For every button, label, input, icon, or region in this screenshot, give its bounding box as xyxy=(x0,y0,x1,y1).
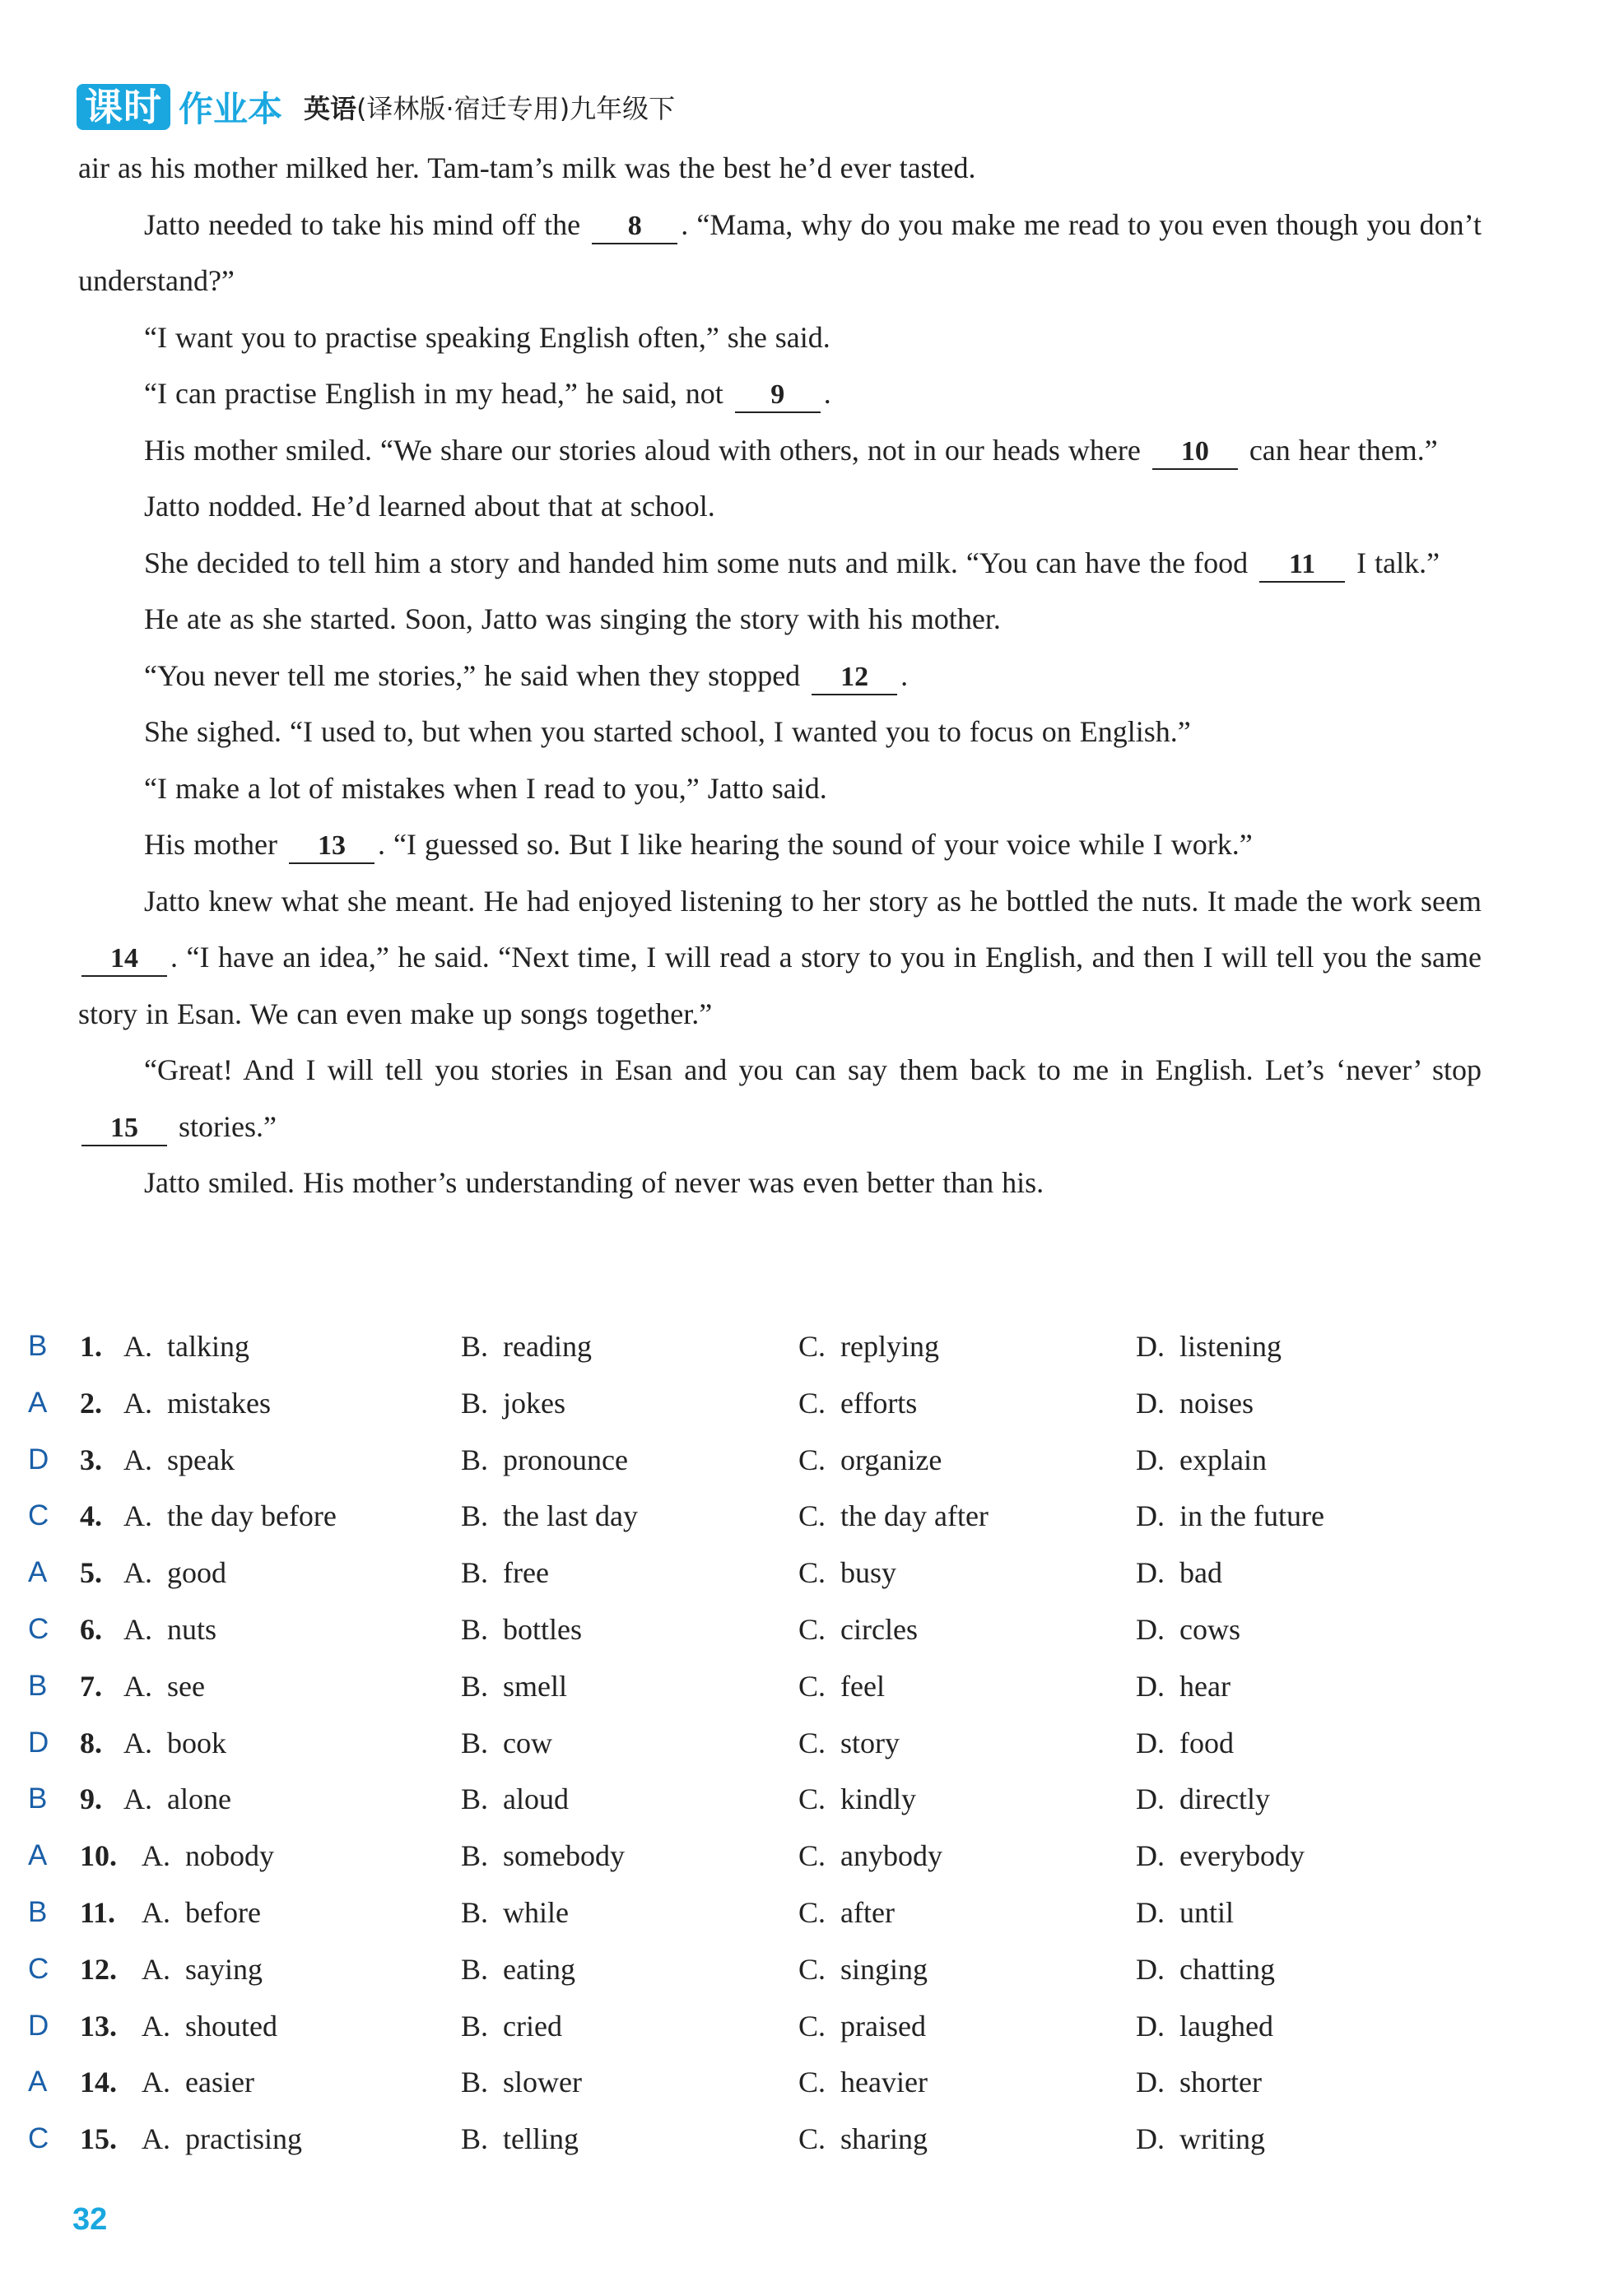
option-letter: C. xyxy=(798,2066,826,2099)
option-c[interactable] xyxy=(798,2054,928,2111)
option-text: telling xyxy=(503,2122,579,2156)
option-letter: D. xyxy=(1136,1669,1165,1703)
option-text: aloud xyxy=(503,1782,569,1816)
question-number: 9. xyxy=(80,1782,102,1816)
option-b[interactable] xyxy=(461,1432,628,1489)
option-letter: A. xyxy=(123,1443,152,1476)
paragraph xyxy=(78,873,1482,1043)
option-a[interactable] xyxy=(142,2054,254,2111)
option-text: book xyxy=(167,1726,226,1759)
option-a[interactable] xyxy=(123,1375,271,1432)
option-letter: D. xyxy=(1136,1839,1165,1873)
option-text: mistakes xyxy=(167,1386,271,1420)
answer-key: C xyxy=(28,1499,49,1532)
option-text: talking xyxy=(167,1330,249,1363)
option-letter: A. xyxy=(123,1612,152,1646)
page-number: 32 xyxy=(72,2202,108,2237)
option-letter: D. xyxy=(1136,1330,1165,1363)
option-letter: B. xyxy=(461,1669,489,1703)
option-letter: A. xyxy=(123,1726,152,1759)
paragraph xyxy=(78,309,1482,366)
question-number: 1. xyxy=(80,1330,102,1363)
option-d[interactable] xyxy=(1136,2111,1265,2168)
paragraph-text: “I want you to practise speaking English often,” she said. xyxy=(144,320,830,354)
paragraph-text: “I make a lot of mistakes when I read to you,” Jatto said. xyxy=(144,771,827,805)
option-letter: C. xyxy=(798,1839,826,1873)
option-letter: A. xyxy=(142,1839,170,1873)
option-b[interactable] xyxy=(461,1318,592,1375)
option-text: the day after xyxy=(840,1499,989,1533)
option-text: anybody xyxy=(840,1839,942,1873)
paragraph-text: Jatto nodded. He’d learned about that at school. xyxy=(144,490,715,523)
option-d[interactable] xyxy=(1136,1658,1230,1715)
option-a[interactable] xyxy=(123,1771,231,1828)
option-b[interactable] xyxy=(461,1998,562,2055)
option-text: shorter xyxy=(1179,2066,1262,2099)
question-number: 8. xyxy=(80,1726,102,1759)
option-text: circles xyxy=(840,1612,918,1646)
option-text: practising xyxy=(185,2122,302,2156)
option-text: efforts xyxy=(840,1386,918,1420)
option-text: bottles xyxy=(503,1612,583,1646)
option-text: cows xyxy=(1179,1612,1240,1646)
brand-name: 作业本 xyxy=(179,89,283,129)
question-row xyxy=(0,1488,1605,1545)
option-text: kindly xyxy=(840,1782,917,1816)
option-text: chatting xyxy=(1179,1952,1275,1986)
question-number: 2. xyxy=(80,1386,102,1420)
option-text: speak xyxy=(167,1443,235,1476)
option-text: organize xyxy=(840,1443,942,1476)
paragraph-text: . “I have an idea,” he said. “Next time, I will read a story to you in English, and then I will tell you the same story in Esan. We can even make up songs together.” xyxy=(78,941,1482,1030)
option-b[interactable] xyxy=(461,1715,552,1772)
answer-key: A xyxy=(28,1839,48,1872)
option-c[interactable] xyxy=(798,1318,939,1375)
option-text: food xyxy=(1179,1726,1234,1759)
option-text: bad xyxy=(1179,1556,1222,1590)
option-text: the last day xyxy=(503,1499,638,1533)
option-text: sharing xyxy=(840,2122,928,2156)
option-a[interactable] xyxy=(123,1318,249,1375)
option-text: directly xyxy=(1179,1782,1270,1816)
option-text: replying xyxy=(840,1330,939,1363)
option-text: slower xyxy=(503,2066,582,2099)
option-text: cow xyxy=(503,1726,552,1759)
option-letter: C. xyxy=(798,1443,826,1476)
option-text: the day before xyxy=(167,1499,337,1533)
option-b[interactable] xyxy=(461,1545,549,1601)
option-letter: C. xyxy=(798,1499,826,1533)
paragraph-text: She sighed. “I used to, but when you started school, I wanted you to focus on English.” xyxy=(144,715,1191,748)
question-row xyxy=(0,1375,1605,1432)
answer-key: D xyxy=(28,2009,49,2042)
option-d[interactable] xyxy=(1136,1715,1234,1772)
option-letter: C. xyxy=(798,1782,826,1816)
option-letter: A. xyxy=(123,1556,152,1590)
option-text: alone xyxy=(167,1782,231,1816)
option-text: shouted xyxy=(185,2009,277,2043)
option-letter: D. xyxy=(1136,2122,1165,2156)
blank-13[interactable]: 13 xyxy=(289,830,374,864)
blank-11[interactable]: 11 xyxy=(1259,548,1345,583)
option-letter: B. xyxy=(461,1556,489,1590)
option-text: noises xyxy=(1179,1386,1254,1420)
option-a[interactable] xyxy=(123,1432,235,1489)
option-c[interactable] xyxy=(798,1941,928,1998)
option-letter: C. xyxy=(798,2122,826,2156)
option-letter: D. xyxy=(1136,1612,1165,1646)
option-letter: D. xyxy=(1136,1499,1165,1533)
question-number: 14. xyxy=(80,2066,117,2099)
option-letter: A. xyxy=(123,1782,152,1816)
option-letter: D. xyxy=(1136,1726,1165,1759)
option-c[interactable] xyxy=(798,1432,942,1489)
question-row xyxy=(0,1771,1605,1828)
option-text: explain xyxy=(1179,1443,1267,1476)
option-text: jokes xyxy=(503,1386,566,1420)
option-letter: B. xyxy=(461,1782,489,1816)
option-d[interactable] xyxy=(1136,1998,1273,2055)
option-d[interactable] xyxy=(1136,1432,1267,1489)
paragraph xyxy=(78,140,1482,197)
option-letter: A. xyxy=(123,1386,152,1420)
paragraph-text: She decided to tell him a story and handed him some nuts and milk. “You can have the food xyxy=(144,546,1249,579)
option-letter: C. xyxy=(798,1895,826,1929)
paragraph-text: “I can practise English in my head,” he said, not xyxy=(144,377,723,410)
answer-key: A xyxy=(28,1386,48,1419)
option-text: good xyxy=(167,1556,226,1590)
option-a[interactable] xyxy=(142,2111,302,2168)
option-letter: C. xyxy=(798,1952,826,1986)
option-d[interactable] xyxy=(1136,2054,1262,2111)
option-text: writing xyxy=(1179,2122,1265,2156)
option-letter: D. xyxy=(1136,1895,1165,1929)
option-d[interactable] xyxy=(1136,1488,1324,1545)
question-number: 12. xyxy=(80,1952,117,1986)
option-a[interactable] xyxy=(123,1545,226,1601)
option-letter: B. xyxy=(461,1839,489,1873)
option-letter: B. xyxy=(461,1386,489,1420)
option-c[interactable] xyxy=(798,2111,928,2168)
option-d[interactable] xyxy=(1136,1828,1305,1885)
option-text: free xyxy=(503,1556,549,1590)
paragraph-text: stories.” xyxy=(179,1109,277,1143)
option-letter: D. xyxy=(1136,1952,1165,1986)
paragraph-text: . “I guessed so. But I like hearing the sound of your voice while I work.” xyxy=(377,828,1253,861)
option-letter: A. xyxy=(142,2066,170,2099)
question-row xyxy=(0,1601,1605,1658)
option-c[interactable] xyxy=(798,1658,885,1715)
option-letter: B. xyxy=(461,1952,489,1986)
option-c[interactable] xyxy=(798,1601,918,1658)
option-d[interactable] xyxy=(1136,1375,1254,1432)
option-text: easier xyxy=(185,2066,254,2099)
option-b[interactable] xyxy=(461,2054,582,2111)
paragraph-text: . “Mama, why do you make me read to you even though you don’t understand?” xyxy=(78,207,1482,297)
answer-key: C xyxy=(28,1612,49,1645)
option-letter: D. xyxy=(1136,1386,1165,1420)
option-letter: C. xyxy=(798,2009,826,2043)
paragraph xyxy=(78,704,1482,760)
option-letter: B. xyxy=(461,2066,489,2099)
answer-key: C xyxy=(28,2122,49,2155)
blank-14[interactable]: 14 xyxy=(81,942,167,977)
reading-passage xyxy=(78,140,1482,1211)
option-letter: A. xyxy=(142,2009,170,2043)
option-text: feel xyxy=(840,1669,885,1703)
option-b[interactable] xyxy=(461,1375,565,1432)
option-letter: D. xyxy=(1136,1443,1165,1476)
page-header xyxy=(77,78,675,136)
paragraph-text: air as his mother milked her. Tam-tam’s milk was the best he’d ever tasted. xyxy=(78,151,976,184)
question-number: 10. xyxy=(80,1839,117,1873)
paragraph xyxy=(78,478,1482,535)
option-b[interactable] xyxy=(461,1771,569,1828)
paragraph xyxy=(78,1042,1482,1155)
paragraph-text: His mother xyxy=(144,828,277,861)
paragraph-text: Jatto needed to take his mind off the xyxy=(144,207,581,241)
option-a[interactable] xyxy=(123,1601,216,1658)
option-c[interactable] xyxy=(798,1375,917,1432)
option-letter: D. xyxy=(1136,1556,1165,1590)
question-row xyxy=(0,1941,1605,1998)
option-letter: B. xyxy=(461,2009,489,2043)
answer-key: A xyxy=(28,1556,48,1589)
option-text: until xyxy=(1179,1895,1235,1929)
option-letter: D. xyxy=(1136,2066,1165,2099)
option-text: listening xyxy=(1179,1330,1282,1363)
question-row xyxy=(0,1545,1605,1601)
paragraph-text: . xyxy=(900,658,909,692)
option-letter: B. xyxy=(461,1443,489,1476)
paragraph xyxy=(78,197,1482,309)
question-row xyxy=(0,1828,1605,1885)
option-d[interactable] xyxy=(1136,1318,1282,1375)
option-letter: B. xyxy=(461,1499,489,1533)
brand-logo: 课时 xyxy=(77,84,170,130)
option-text: praised xyxy=(840,2009,926,2043)
option-text: story xyxy=(840,1726,900,1759)
option-text: nobody xyxy=(185,1839,274,1873)
option-letter: C. xyxy=(798,1612,826,1646)
option-letter: A. xyxy=(142,1895,170,1929)
option-c[interactable] xyxy=(798,1828,942,1885)
answer-key: D xyxy=(28,1443,49,1476)
option-text: eating xyxy=(503,1952,575,1986)
option-text: in the future xyxy=(1179,1499,1324,1533)
option-a[interactable] xyxy=(123,1715,226,1772)
paragraph xyxy=(78,535,1482,592)
option-c[interactable] xyxy=(798,1998,926,2055)
question-row xyxy=(0,1658,1605,1715)
paragraph xyxy=(78,816,1482,873)
paragraph xyxy=(78,591,1482,648)
paragraph xyxy=(78,365,1482,422)
option-letter: A. xyxy=(123,1330,152,1363)
option-text: smell xyxy=(503,1669,568,1703)
option-text: reading xyxy=(503,1330,592,1363)
blank-8[interactable]: 8 xyxy=(592,210,677,244)
answer-key: C xyxy=(28,1952,49,1985)
option-c[interactable] xyxy=(798,1771,916,1828)
question-number: 15. xyxy=(80,2122,117,2156)
paragraph-text: He ate as she started. Soon, Jatto was singing the story with his mother. xyxy=(144,602,1001,635)
option-letter: D. xyxy=(1136,2009,1165,2043)
option-letter: B. xyxy=(461,1726,489,1759)
option-c[interactable] xyxy=(798,1885,895,1941)
option-b[interactable] xyxy=(461,1941,575,1998)
answer-key: D xyxy=(28,1726,49,1759)
option-d[interactable] xyxy=(1136,1545,1222,1601)
edition-label: (译林版·宿迁专用)九年级下 xyxy=(356,93,676,124)
question-number: 3. xyxy=(80,1443,102,1476)
question-number: 4. xyxy=(80,1499,102,1533)
option-text: pronounce xyxy=(503,1443,628,1476)
option-text: nuts xyxy=(167,1612,217,1646)
option-letter: A. xyxy=(123,1499,152,1533)
option-letter: A. xyxy=(123,1669,152,1703)
option-text: while xyxy=(503,1895,569,1929)
option-d[interactable] xyxy=(1136,1601,1240,1658)
option-c[interactable] xyxy=(798,1545,896,1601)
paragraph xyxy=(78,648,1482,704)
paragraph-text: Jatto smiled. His mother’s understanding of never was even better than his. xyxy=(144,1166,1044,1199)
option-letter: C. xyxy=(798,1726,826,1759)
question-number: 5. xyxy=(80,1556,102,1590)
option-b[interactable] xyxy=(461,1658,567,1715)
option-text: laughed xyxy=(1179,2009,1273,2043)
option-letter: C. xyxy=(798,1669,826,1703)
question-number: 7. xyxy=(80,1669,102,1703)
question-row xyxy=(0,1432,1605,1489)
paragraph xyxy=(78,760,1482,817)
paragraph-text: His mother smiled. “We share our stories aloud with others, not in our heads where xyxy=(144,433,1141,467)
answer-key: A xyxy=(28,2066,48,2098)
question-row xyxy=(0,2111,1605,2168)
option-letter: B. xyxy=(461,2122,489,2156)
option-text: after xyxy=(840,1895,895,1929)
subject-title xyxy=(304,88,675,126)
blank-9[interactable]: 9 xyxy=(735,379,821,413)
option-letter: A. xyxy=(142,1952,170,1986)
option-text: cried xyxy=(503,2009,562,2043)
option-text: see xyxy=(167,1669,205,1703)
question-row xyxy=(0,2054,1605,2111)
option-b[interactable] xyxy=(461,1828,625,1885)
option-b[interactable] xyxy=(461,1488,638,1545)
answer-key: B xyxy=(28,1895,48,1928)
option-a[interactable] xyxy=(142,1998,277,2055)
question-number: 6. xyxy=(80,1612,102,1646)
option-c[interactable] xyxy=(798,1488,989,1545)
option-letter: B. xyxy=(461,1612,489,1646)
option-letter: B. xyxy=(461,1895,489,1929)
paragraph xyxy=(78,1155,1482,1211)
option-letter: A. xyxy=(142,2122,170,2156)
option-a[interactable] xyxy=(123,1488,337,1545)
option-letter: C. xyxy=(798,1386,826,1420)
paragraph-text: . xyxy=(823,377,831,410)
option-a[interactable] xyxy=(142,1941,263,1998)
option-a[interactable] xyxy=(142,1828,274,1885)
option-a[interactable] xyxy=(142,1885,261,1941)
option-text: hear xyxy=(1179,1669,1230,1703)
question-row xyxy=(0,1715,1605,1772)
question-row xyxy=(0,1998,1605,2055)
question-number: 11. xyxy=(80,1895,116,1929)
option-text: somebody xyxy=(503,1839,626,1873)
option-text: before xyxy=(185,1895,261,1929)
question-row xyxy=(0,1318,1605,1375)
paragraph-text: can hear them.” xyxy=(1249,433,1438,467)
answer-key: B xyxy=(28,1669,48,1702)
question-number: 13. xyxy=(80,2009,117,2043)
paragraph-text: “You never tell me stories,” he said when they stopped xyxy=(144,658,801,692)
subject-name: 英语 xyxy=(304,93,357,124)
option-b[interactable] xyxy=(461,1885,569,1941)
option-text: busy xyxy=(840,1556,897,1590)
option-d[interactable] xyxy=(1136,1885,1234,1941)
option-letter: C. xyxy=(798,1556,826,1590)
option-text: heavier xyxy=(840,2066,928,2099)
option-b[interactable] xyxy=(461,2111,579,2168)
option-text: singing xyxy=(840,1952,928,1986)
paragraph-text: Jatto knew what she meant. He had enjoyed listening to her story as he bottled the nuts. It made the work seem xyxy=(144,884,1482,918)
paragraph-text: I talk.” xyxy=(1356,546,1440,579)
option-d[interactable] xyxy=(1136,1941,1275,1998)
option-letter: B. xyxy=(461,1330,489,1363)
blank-10[interactable]: 10 xyxy=(1152,435,1238,470)
option-letter: D. xyxy=(1136,1782,1165,1816)
option-c[interactable] xyxy=(798,1715,900,1772)
paragraph xyxy=(78,422,1482,479)
option-text: saying xyxy=(185,1952,263,1986)
option-text: everybody xyxy=(1179,1839,1305,1873)
answer-key: B xyxy=(28,1782,48,1815)
option-b[interactable] xyxy=(461,1601,582,1658)
question-options xyxy=(0,1318,1605,2168)
paragraph-text: “Great! And I will tell you stories in Esan and you can say them back to me in English. Let’s ‘never’ stop xyxy=(144,1053,1482,1086)
blank-15[interactable]: 15 xyxy=(81,1112,167,1146)
option-d[interactable] xyxy=(1136,1771,1270,1828)
option-letter: C. xyxy=(798,1330,826,1363)
answer-key: B xyxy=(28,1330,48,1362)
question-row xyxy=(0,1885,1605,1941)
option-a[interactable] xyxy=(123,1658,205,1715)
blank-12[interactable]: 12 xyxy=(812,661,897,695)
